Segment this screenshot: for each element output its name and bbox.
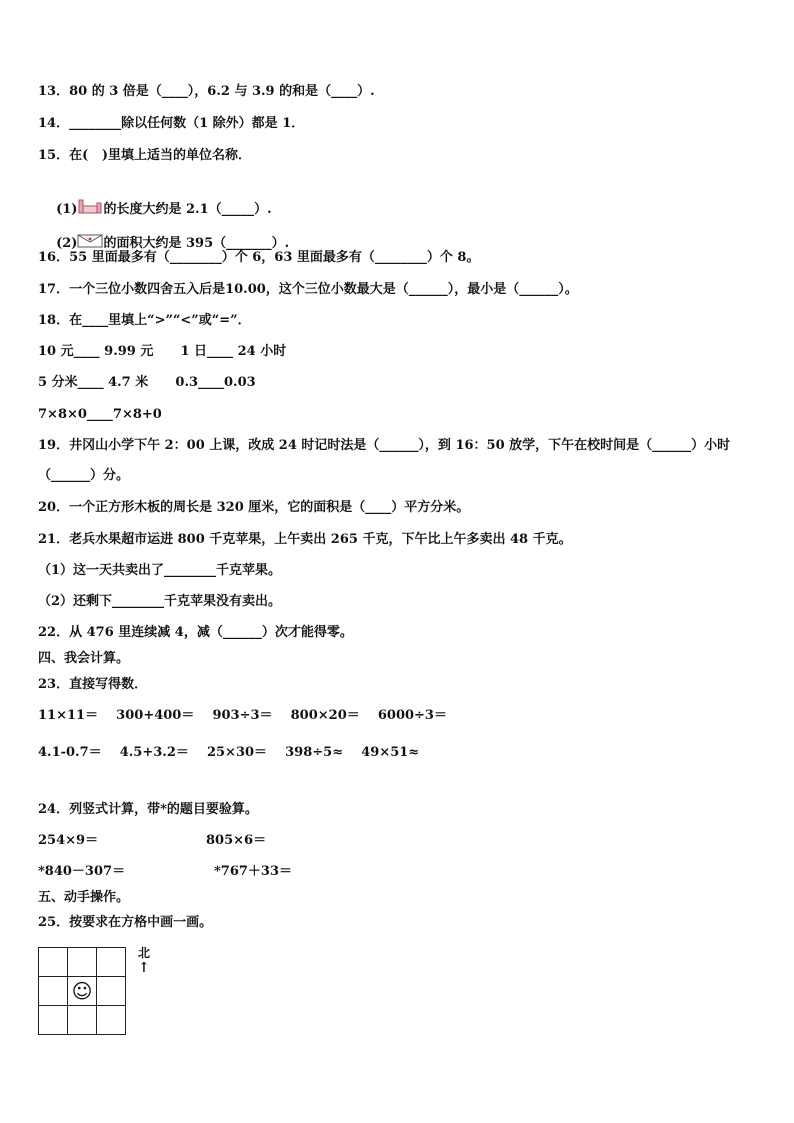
question-18: 18．在____里填上“>”“<”或“=”． xyxy=(38,313,251,328)
question-21-1: （1）这一天共卖出了________千克苹果。 xyxy=(38,563,282,578)
question-24-item-2: 805×6＝ xyxy=(206,833,267,848)
question-23: 23．直接写得数． xyxy=(38,677,148,692)
section-5-heading: 五、动手操作。 xyxy=(38,890,130,905)
question-24-item-1: 254×9＝ xyxy=(38,833,99,848)
question-21: 21．老兵水果超市运进 800 千克苹果，上午卖出 265 千克，下午比上午多卖出 48 千克。 xyxy=(38,532,572,547)
question-24: 24．列竖式计算，带*的题目要验算。 xyxy=(38,802,258,817)
question-19-cont: （______）分。 xyxy=(38,468,130,483)
question-18-row-3: 7×8×0____7×8+0 xyxy=(38,407,162,422)
question-25: 25．按要求在方格中画一画。 xyxy=(38,915,213,930)
grid-cell[interactable] xyxy=(39,977,68,1006)
question-23-row-1: 11×11＝ 300+400＝ 903÷3＝ 800×20＝ 6000÷3＝ xyxy=(38,708,447,723)
question-20: 20．一个正方形木板的周长是 320 厘米，它的面积是（____）平方分米。 xyxy=(38,500,470,515)
grid-cell[interactable] xyxy=(68,977,97,1006)
q15-2-prefix: (2) xyxy=(56,236,78,251)
question-24-item-4: *767＋33＝ xyxy=(214,864,293,879)
grid-cell[interactable] xyxy=(97,977,126,1006)
q15-1-text: 的长度大约是 2.1（_____）. xyxy=(103,202,272,217)
grid-cell[interactable] xyxy=(97,948,126,977)
north-label: 北 xyxy=(137,946,150,960)
question-16: 16．55 里面最多有（________）个 6，63 里面最多有（________）个 8。 xyxy=(38,250,480,265)
question-21-2: （2）还剩下________千克苹果没有卖出。 xyxy=(38,594,282,609)
grid-cell[interactable] xyxy=(39,948,68,977)
question-15: 15．在( )里填上适当的单位名称． xyxy=(38,148,251,163)
question-24-item-3: *840－307＝ xyxy=(38,864,126,879)
q15-2-text: 的面积大约是 395（_______）. xyxy=(103,236,290,251)
grid-cell[interactable] xyxy=(68,948,97,977)
question-18-row-2: 5 分米____ 4.7 米 0.3____0.03 xyxy=(38,375,256,390)
smiley-icon: ☺ xyxy=(71,978,93,1003)
question-13: 13．80 的 3 倍是（____），6.2 与 3.9 的和是（____）. xyxy=(38,84,375,99)
grid-cell[interactable] xyxy=(97,1006,126,1035)
question-18-row-1: 10 元____ 9.99 元 1 日____ 24 小时 xyxy=(38,344,287,359)
question-14: 14．________除以任何数（1 除外）都是 1． xyxy=(38,116,305,131)
question-22: 22．从 476 里连续减 4，减（______）次才能得零。 xyxy=(38,625,353,640)
question-23-row-2: 4.1-0.7＝ 4.5+3.2＝ 25×30＝ 398÷5≈ 49×51≈ xyxy=(38,745,420,760)
north-arrow-icon: ↑ xyxy=(138,960,150,976)
drawing-grid xyxy=(38,947,126,1035)
question-17: 17．一个三位小数四舍五入后是10.00，这个三位小数最大是（______），最小是（______）。 xyxy=(38,282,578,297)
question-19: 19．井冈山小学下午 2：00 上课，改成 24 时记时法是（______），到 16：50 放学，下午在校时间是（______）小时 xyxy=(38,438,731,453)
section-4-heading: 四、我会计算。 xyxy=(38,651,130,666)
grid-cell[interactable] xyxy=(39,1006,68,1035)
north-indicator xyxy=(136,944,152,975)
q15-1-prefix: (1) xyxy=(56,202,78,217)
grid-cell[interactable] xyxy=(68,1006,97,1035)
